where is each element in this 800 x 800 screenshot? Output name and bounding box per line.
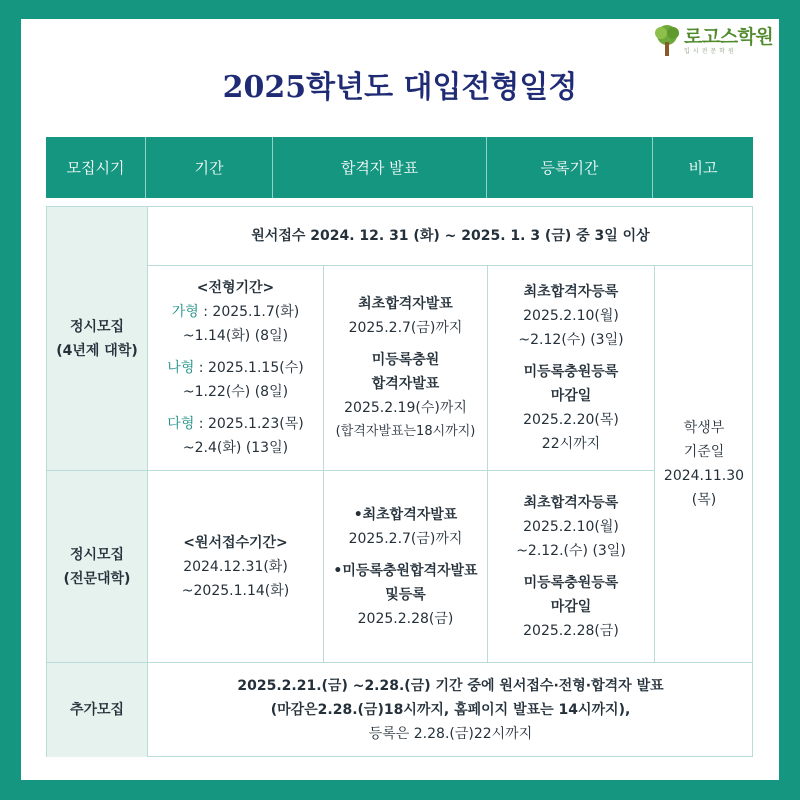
divider [147, 265, 753, 266]
additional-line: (마감은2.28.(금)18시까지, 홈페이지 발표는 14시까지), [270, 702, 631, 718]
type-label: 다형 [167, 416, 195, 432]
note-cell [655, 266, 753, 662]
note-line: 2024.11.30 [663, 468, 745, 484]
label-line: 정시모집 [69, 318, 125, 335]
first-registration-title: 최초합격자등록 [523, 494, 619, 511]
extra-registration-title: 마감일 [550, 388, 592, 404]
extra-pass-note: (합격자발표는18시까지) [335, 424, 476, 439]
period-4year [148, 266, 323, 470]
type-date: : 2025.1.23(목) [194, 416, 304, 432]
additional-line: 2025.2.21.(금) ~2.28.(금) 기간 중에 원서접수·전형·합격자 발표 [237, 678, 664, 694]
type-da [167, 412, 303, 436]
first-registration-title: 최초합격자등록 [523, 284, 619, 300]
application-period [148, 207, 753, 265]
extra-pass-title: 및등록 [385, 586, 426, 603]
extra-pass-title: •미등록충원합격자발표 [333, 562, 478, 579]
header-period: 기간 [146, 137, 273, 198]
table-header [46, 137, 753, 198]
divider [654, 266, 655, 662]
note-line: 기준일 [683, 444, 725, 460]
note-line: 학생부 [683, 420, 725, 436]
extra-registration-date: 2025.2.28(금) [523, 622, 619, 639]
extra-pass-date: 2025.2.19(수)까지 [344, 400, 467, 416]
first-pass-date: 2025.2.7(금)까지 [348, 530, 463, 547]
logo-name: 로고스학원 [684, 25, 774, 48]
divider [47, 470, 654, 471]
announcement-4year [324, 266, 487, 470]
row-label-additional [47, 663, 147, 757]
first-registration-date: 2025.2.10(월) [523, 518, 619, 535]
label-line: 정시모집 [69, 546, 125, 563]
label-line: (전문대학) [63, 570, 131, 587]
tree-icon [654, 24, 680, 58]
type-label: 나형 [167, 360, 195, 376]
announcement-college [324, 471, 487, 662]
schedule-table [46, 206, 753, 757]
page-title: 2025학년도 대입전형일정 [222, 70, 578, 105]
first-pass-title: •최초합격자발표 [353, 506, 458, 523]
header-recruit-period: 모집시기 [46, 137, 146, 198]
logo-tagline: 입시전문학원 [684, 47, 737, 55]
additional-recruitment [148, 663, 753, 757]
first-registration-range: ~2.12.(수) (3일) [516, 542, 626, 559]
label-line: (4년제 대학) [56, 342, 138, 359]
label-line: 추가모집 [69, 702, 125, 718]
period-title: <원서접수기간> [183, 534, 288, 551]
registration-4year [488, 266, 654, 470]
first-pass-date: 2025.2.7(금)까지 [348, 320, 463, 336]
header-note: 비고 [688, 159, 718, 177]
period-date: ~2025.1.14(화) [181, 582, 290, 599]
extra-pass-title: 합격자발표 [371, 376, 440, 392]
first-registration-range: ~2.12(수) (3일) [518, 332, 624, 348]
period-title: <전형기간> [196, 280, 275, 296]
additional-line: 등록은 2.28.(금)22시까지 [368, 726, 533, 742]
first-pass-title: 최초합격자발표 [358, 296, 453, 312]
header-announcement: 합격자 발표 [273, 137, 487, 198]
application-text: 원서접수 2024. 12. 31 (화) ~ 2025. 1. 3 (금) 중 3일 이상 [251, 228, 650, 244]
type-date-range: ~2.4(화) (13일) [182, 440, 289, 456]
type-date: : 2025.1.15(수) [194, 360, 304, 376]
divider [147, 207, 148, 756]
divider [487, 266, 488, 662]
extra-pass-date: 2025.2.28(금) [357, 610, 454, 627]
academy-logo [654, 21, 778, 61]
row-label-regular-college [47, 471, 147, 662]
type-date-range: ~1.14(화) (8일) [182, 328, 289, 344]
type-label: 가형 [171, 304, 199, 320]
divider [323, 266, 324, 662]
extra-registration-time: 22시까지 [541, 436, 601, 452]
note-line: (목) [691, 492, 717, 508]
period-college [148, 471, 323, 662]
type-na [167, 356, 303, 380]
type-ga [172, 300, 299, 324]
period-date: 2024.12.31(화) [183, 558, 288, 575]
type-date: : 2025.1.7(화) [198, 304, 300, 320]
extra-registration-title: 미등록충원등록 [523, 574, 619, 591]
header-registration: 등록기간 [487, 137, 653, 198]
extra-pass-title: 미등록충원 [371, 352, 440, 368]
extra-registration-title: 미등록충원등록 [523, 364, 619, 380]
type-date-range: ~1.22(수) (8일) [182, 384, 289, 400]
first-registration-date: 2025.2.10(월) [523, 308, 619, 324]
extra-registration-title: 마감일 [550, 598, 592, 615]
divider [47, 662, 753, 663]
extra-registration-date: 2025.2.20(목) [523, 412, 619, 428]
registration-college [488, 471, 654, 662]
row-label-regular-4year [47, 207, 147, 470]
